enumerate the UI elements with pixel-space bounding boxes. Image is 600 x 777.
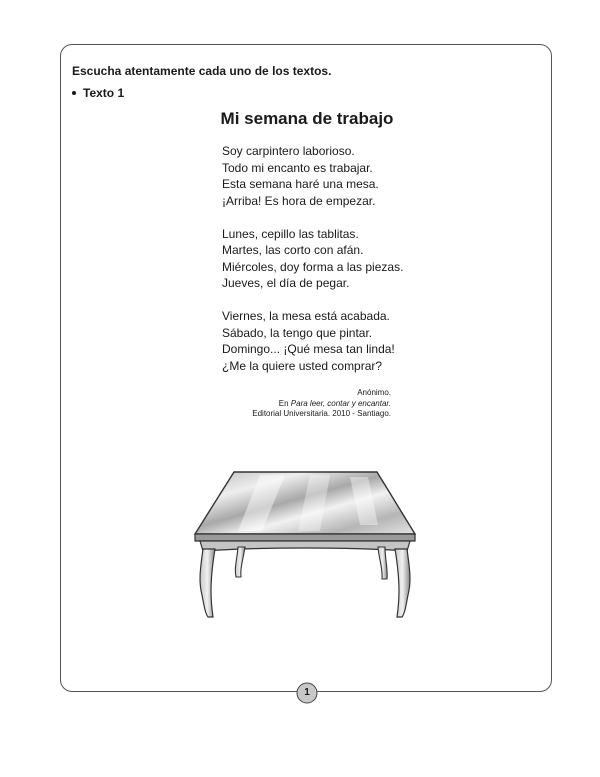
poem-line: Domingo... ¡Qué mesa tan linda!: [222, 342, 395, 356]
poem-body: [222, 143, 403, 391]
poem-stanza: [222, 226, 403, 292]
poem-credit: [200, 388, 391, 420]
poem-line: ¿Me la quiere usted comprar?: [222, 358, 383, 373]
poem-stanza: [222, 308, 403, 374]
table-icon: [190, 465, 420, 625]
poem-line: Miércoles, doy forma a las piezas.: [222, 259, 404, 274]
poem-line: Esta semana haré una mesa.: [222, 177, 379, 191]
page-number: 1: [304, 687, 310, 698]
poem-line: ¡Arriba! Es hora de empezar.: [222, 193, 376, 208]
poem-line: Viernes, la mesa está acabada.: [222, 309, 390, 323]
poem-stanza: [222, 143, 403, 209]
poem-line: Sábado, la tengo que pintar.: [222, 325, 373, 340]
poem-line: Martes, las corto con afán.: [222, 243, 364, 257]
credit-source: [200, 399, 391, 410]
poem-title: Mi semana de trabajo: [220, 109, 394, 128]
bullet-icon: [72, 91, 76, 95]
credit-author: Anónimo.: [357, 388, 391, 397]
credit-source-title: Para leer, contar y encantar.: [290, 398, 391, 408]
credit-publisher: Editorial Universitaria. 2010 - Santiago.: [252, 409, 391, 418]
text-label-item: [72, 86, 124, 100]
poem-line: Lunes, cepillo las tablitas.: [222, 226, 359, 241]
credit-source-prefix: En: [278, 398, 289, 408]
text-label: Texto 1: [83, 86, 125, 100]
poem-line: Todo mi encanto es trabajar.: [222, 160, 373, 175]
instruction-text: Escucha atentamente cada uno de los textos.: [72, 64, 332, 78]
poem-line: Jueves, el día de pegar.: [222, 276, 350, 290]
poem-line: Soy carpintero laborioso.: [222, 144, 355, 158]
